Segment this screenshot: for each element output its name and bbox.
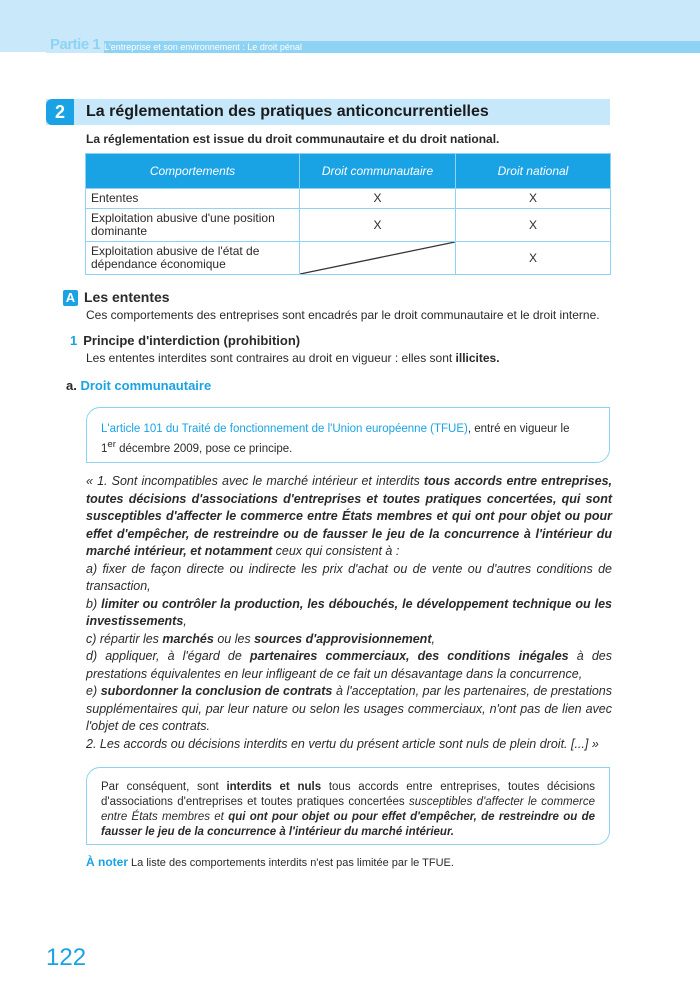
cell: X (456, 189, 611, 209)
text: d) appliquer, à l'égard de (86, 649, 250, 663)
text: , entré en vigueur le (467, 423, 570, 435)
comparison-table (85, 153, 611, 275)
article-reference: L'article 101 du Traité de fonctionnement de l'Union européenne (TFUE) (101, 423, 468, 435)
col-header: Droit communautaire (300, 154, 456, 189)
text: à des prestations équivalentes en leur infligeant de ce fait un désavantage dans la concurrence, (86, 649, 612, 681)
conclusion-box (86, 767, 610, 845)
text: e) (86, 684, 101, 698)
subsection-a-small (66, 378, 211, 393)
col-header: Droit national (456, 154, 611, 189)
paragraph: Ces comportements des entreprises sont encadrés par le droit communautaire et le droit interne. (86, 308, 600, 322)
text: décembre 2009, pose ce principe. (115, 442, 293, 455)
paragraph (86, 350, 612, 367)
cell: Exploitation abusive de l'état de dépendance économique (86, 242, 300, 275)
text: à l'acceptation, par les partenaires, de prestations supplémentaires qui, par leur nature ou selon les usages commerciaux, n'ont pas de lien avec l'objet de ces contrats. (86, 684, 613, 733)
section-heading (46, 99, 610, 125)
section-number: 2 (46, 99, 74, 125)
letter-badge: A (63, 290, 78, 306)
title: Droit communautaire (80, 378, 212, 393)
text: ou les (213, 631, 255, 646)
bold-text: tous accords entre entreprises, toutes décisions d'associations d'entreprises et toutes pratiques concertées, qui sont susceptibles d'affecter le commerce entre États membres et qui ont pour objet ou pour effet d'empêcher, de restreindre ou de fausser le jeu de la concurrence à l'intérieur du marché intérieur, et notamment (86, 474, 612, 558)
quote-item: 2. Les accords ou décisions interdits en vertu du présent article sont nuls de plein droit. [...] » (86, 736, 599, 751)
cell: X (456, 242, 611, 275)
quote-item: a) fixer de façon directe ou indirecte les prix d'achat ou de vente ou d'autres conditions de transaction, (86, 561, 612, 593)
text: Par conséquent, sont (101, 781, 227, 793)
text: , (431, 631, 435, 646)
chapter-title: L'entreprise et son environnement : Le droit pénal (104, 42, 302, 52)
subsection-a (63, 289, 170, 306)
quotation (86, 473, 612, 753)
cell: X (300, 189, 456, 209)
text: b) (86, 596, 102, 611)
letter: a. (66, 378, 77, 393)
bold-text: illicites. (455, 351, 500, 365)
bold-text: sources d'approvisionnement (254, 631, 432, 646)
table-row (86, 209, 611, 242)
title: Principe d'interdiction (prohibition) (83, 333, 301, 348)
bold-text: limiter ou contrôler la production, les débouchés, le développement technique ou les investissements (86, 596, 613, 628)
part-label: Partie 1 (46, 37, 104, 53)
subsection-1 (70, 333, 300, 348)
number: 1 (70, 333, 78, 348)
text: 1 (101, 442, 108, 455)
cell: Exploitation abusive d'une position dominante (86, 209, 300, 242)
table-row (86, 242, 611, 275)
text: et (209, 811, 229, 823)
cell: X (300, 209, 456, 242)
table-row (86, 189, 611, 209)
text: Les ententes interdites sont contraires au droit en vigueur : elles sont (86, 351, 456, 365)
bold-text: partenaires commerciaux, des conditions inégales (249, 649, 569, 663)
text: tous accords entre entreprises, toutes décisions d'associations d'entreprises et toutes pratiques concertées (101, 781, 595, 808)
bold-text: qui ont pour objet ou pour effet d'empêcher, de restreindre ou de fausser le jeu de la concurrence à l'intérieur du marché intérieur. (101, 811, 596, 838)
text: c) répartir les (86, 631, 163, 646)
section-title: La réglementation des pratiques anticoncurrentielles (86, 103, 489, 120)
bold-text: marchés (162, 631, 214, 646)
section-intro: La réglementation est issue du droit communautaire et du droit national. (86, 132, 500, 146)
table-header (86, 154, 611, 189)
bold-text: interdits et nuls (226, 781, 322, 793)
cell: X (456, 209, 611, 242)
subsection-title: Les ententes (84, 289, 170, 305)
note-label: À noter (86, 855, 128, 869)
note-text: La liste des comportements interdits n'est pas limitée par le TFUE. (128, 857, 454, 869)
cell: Ententes (86, 189, 300, 209)
superscript: er (107, 439, 116, 450)
note (86, 855, 454, 869)
text: ceux qui consistent à : (272, 544, 400, 558)
page-number: 122 (46, 944, 87, 971)
info-box (86, 407, 610, 463)
col-header: Comportements (86, 154, 300, 189)
text: , (183, 614, 187, 628)
crossed-cell (300, 242, 456, 275)
text: « 1. Sont incompatibles avec le marché intérieur et interdits (86, 474, 424, 488)
italic-text: susceptibles d'affecter le commerce entre États membres (101, 796, 595, 823)
bold-text: subordonner la conclusion de contrats (100, 684, 333, 698)
